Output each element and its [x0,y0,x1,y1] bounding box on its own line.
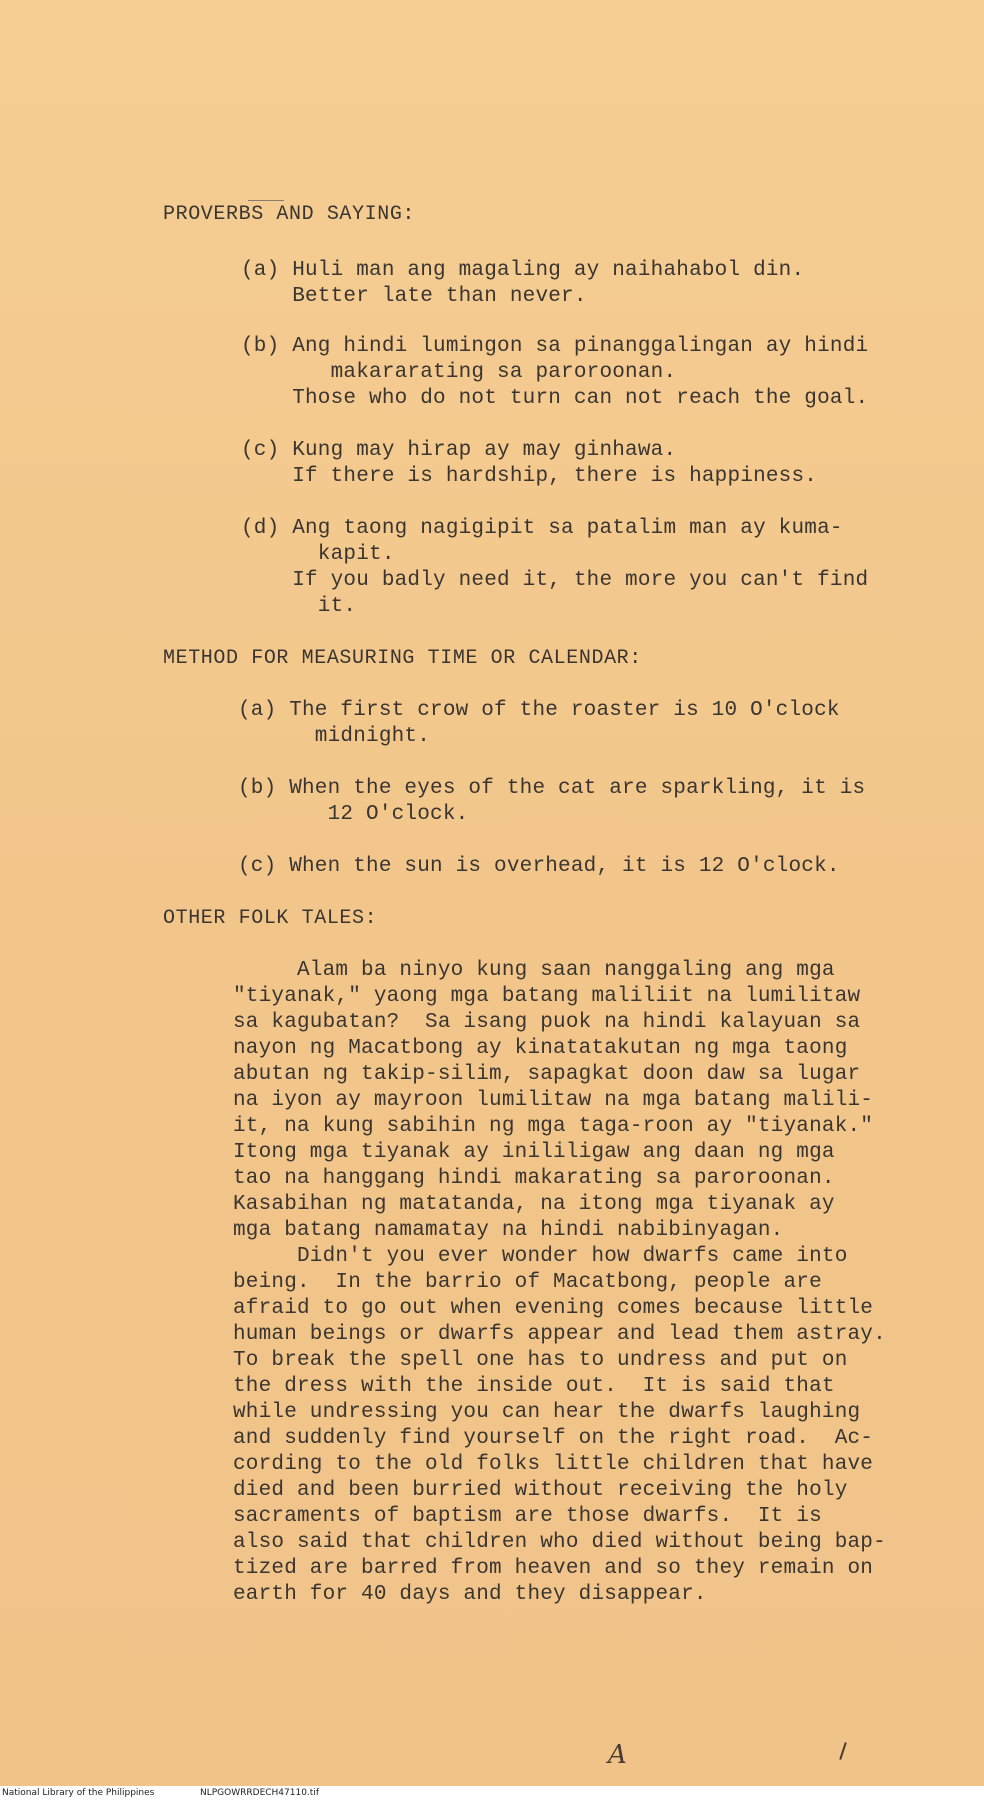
proverb-b-tagalog-1: (b) Ang hindi lumingon sa pinanggalingan ay hindi [241,335,869,358]
tales-line: also said that children who died without being bap- [233,1531,886,1554]
tales-line: the dress with the inside out. It is said that [233,1375,835,1398]
footer-filename: NLPGOWRRDECH47110.tif [200,1788,319,1798]
proverb-d-english-2: it. [241,595,357,618]
tales-line: human beings or dwarfs appear and lead them astray. [233,1323,886,1346]
tales-line: "tiyanak," yaong mga batang maliliit na lumilitaw [233,985,861,1008]
ink-dash [248,200,284,201]
proverbs-heading: PROVERBS AND SAYING: [163,203,416,226]
tales-line: afraid to go out when evening comes because little [233,1297,874,1320]
tales-line: Didn't you ever wonder how dwarfs came into [233,1245,848,1268]
method-a-1: (a) The first crow of the roaster is 10 O'clock [238,699,840,722]
tales-line: tao na hanggang hindi makarating sa paroroonan. [233,1167,835,1190]
archive-footer [0,1786,984,1800]
tales-line: sa kagubatan? Sa isang puok na hindi kalayuan sa [233,1011,861,1034]
proverb-d-tagalog-1: (d) Ang taong nagigipit sa patalim man ay kuma- [241,517,843,540]
tales-line: Itong mga tiyanak ay inililigaw ang daan ng mga [233,1141,835,1164]
tales-line: and suddenly find yourself on the right road. Ac- [233,1427,874,1450]
tales-line: being. In the barrio of Macatbong, people are [233,1271,822,1294]
tales-line: died and been burried without receiving the holy [233,1479,848,1502]
tales-line: tized are barred from heaven and so they remain on [233,1557,874,1580]
tales-line: cording to the old folks little children that have [233,1453,874,1476]
method-b-2: 12 O'clock. [238,803,469,826]
tales-line: mga batang namamatay na hindi nabibinyagan. [233,1219,784,1242]
tales-line: Kasabihan ng matatanda, na itong mga tiyanak ay [233,1193,835,1216]
tales-line: na iyon ay mayroon lumilitaw na mga batang malili- [233,1089,874,1112]
proverb-b-english: Those who do not turn can not reach the goal. [241,387,869,410]
proverb-d-tagalog-2: kapit. [241,543,395,566]
method-heading: METHOD FOR MEASURING TIME OR CALENDAR: [163,647,642,670]
tales-line: it, na kung sabihin ng mga taga-roon ay "tiyanak." [233,1115,874,1138]
proverb-a-english: Better late than never. [241,285,587,308]
proverb-c-english: If there is hardship, there is happiness. [241,465,818,488]
page-mark: A [608,1740,627,1770]
tales-line: earth for 40 days and they disappear. [233,1583,707,1606]
method-c: (c) When the sun is overhead, it is 12 O'clock. [238,855,840,878]
tales-line: abutan ng takip-silim, sapagkat doon daw sa lugar [233,1063,861,1086]
method-a-2: midnight. [238,725,431,748]
tales-line: while undressing you can hear the dwarfs laughing [233,1401,861,1424]
method-b-1: (b) When the eyes of the cat are sparkling, it is [238,777,866,800]
tales-line: sacraments of baptism are those dwarfs. It is [233,1505,822,1528]
tales-line: nayon ng Macatbong ay kinatatakutan ng mga taong [233,1037,848,1060]
tales-heading: OTHER FOLK TALES: [163,907,378,930]
footer-library: National Library of the Philippines [2,1788,155,1798]
proverb-c-tagalog: (c) Kung may hirap ay may ginhawa. [241,439,677,462]
proverb-a-tagalog: (a) Huli man ang magaling ay naihahabol din. [241,259,805,282]
proverb-b-tagalog-2: makararating sa paroroonan. [241,361,677,384]
pen-mark [839,1742,846,1760]
tales-line: Alam ba ninyo kung saan nanggaling ang mga [233,959,835,982]
proverb-d-english-1: If you badly need it, the more you can't find [241,569,869,592]
tales-line: To break the spell one has to undress and put on [233,1349,848,1372]
